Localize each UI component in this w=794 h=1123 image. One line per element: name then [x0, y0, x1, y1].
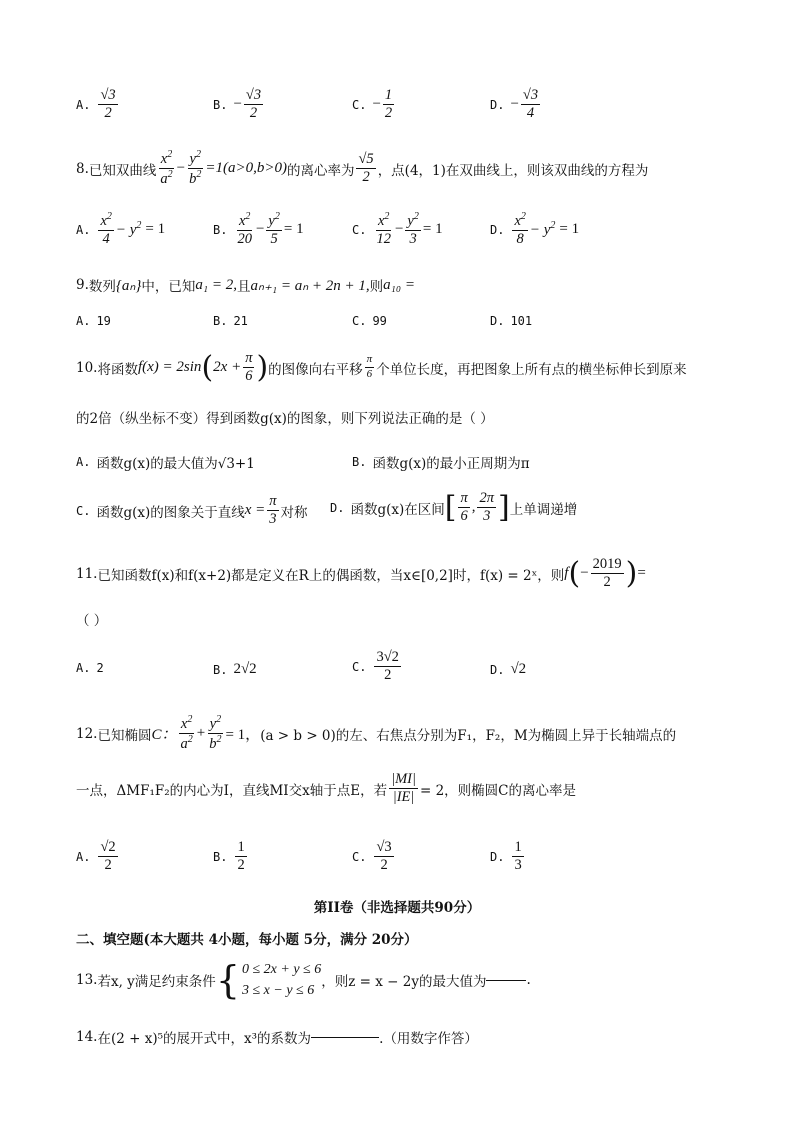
- minus-sign: −: [372, 96, 381, 113]
- q9-option-b[interactable]: [213, 314, 254, 328]
- q14-text: .（用数字作答）: [379, 1031, 478, 1047]
- q12-option-a[interactable]: [76, 840, 120, 873]
- q8-suffix: ，点(4，1)在双曲线上，则该双曲线的方程为: [377, 162, 649, 179]
- numerator: 1: [235, 840, 246, 857]
- q9-text: 中，已知: [141, 279, 196, 295]
- pi-over-3: $\frac{\pi}{3}$: [269, 493, 277, 528]
- q8-option-d[interactable]: D. $\frac{x^2}{8}$ − $y^2$ = 1: [490, 211, 580, 248]
- fraction: [374, 650, 400, 683]
- question-number: 8.: [76, 160, 89, 177]
- numerator: |MI|: [389, 772, 418, 789]
- q12-text: (a > b > 0)的左、右焦点分别为F₁，F₂，M为椭圆上异于长轴端点的: [260, 727, 677, 744]
- q8-stem: 8. 已知双曲线 $\frac{x^2}{a^2}$ − $\frac{y^2}{b^2}$ =1(a>0,b>0) 的离心率为 $\frac{√5}{2}$ ，点(4，1)在双曲线上，则该双曲线的方程为: [76, 149, 649, 187]
- option-label: A.: [76, 97, 91, 112]
- option-text: 函数g(x)的最大值为√3+1: [96, 456, 255, 472]
- equals-sign: =: [637, 565, 646, 581]
- option-label: A.: [76, 455, 91, 469]
- option-label: B.: [213, 849, 228, 864]
- option-label: A.: [76, 314, 91, 328]
- pi-over-6: $\frac{\pi}{6}$: [245, 349, 253, 384]
- q12-stem-line2: [76, 772, 576, 805]
- option-label: C.: [352, 659, 367, 674]
- q9-text: 且: [236, 279, 251, 295]
- q12-text: = 2，则椭圆C的离心率是: [419, 782, 577, 799]
- equation-tail: = 1: [422, 221, 443, 238]
- denominator: 20: [237, 231, 252, 248]
- fraction: $\frac{x^2}{4}$: [100, 211, 112, 248]
- numerator: 3√2: [374, 650, 400, 667]
- numerator: 1: [383, 88, 394, 105]
- question-number: 13.: [76, 972, 98, 988]
- answer-blank[interactable]: [486, 980, 526, 981]
- q10-text: 的图像向右平移: [268, 361, 363, 378]
- equation: x =: [244, 502, 266, 519]
- q7-option-d[interactable]: [490, 88, 542, 121]
- answer-blank[interactable]: [311, 1037, 379, 1038]
- option-label: B.: [352, 455, 367, 469]
- q8-option-a[interactable]: A. $\frac{x^2}{4}$ − $y^2$ = 1: [76, 211, 166, 248]
- option-label: B.: [213, 222, 228, 237]
- q9-text: 则: [369, 279, 384, 295]
- fraction: $\frac{x^2}{12}$: [376, 211, 391, 248]
- denominator: 6: [366, 368, 373, 380]
- q11-stem-line1: 11. 已知函数f(x)和f(x+2)都是定义在R上的偶函数，当x∈[0,2]时，f(x) = 2ˣ，则 f ( − $\frac{2019}{2}$ ) =: [76, 555, 646, 591]
- option-label: D.: [490, 222, 505, 237]
- option-value: 101: [510, 314, 533, 328]
- q11-option-b[interactable]: [213, 661, 257, 678]
- option-label: D.: [490, 849, 505, 864]
- ellipse-name: C：: [151, 727, 177, 744]
- pi-over-6: $\frac{\pi}{6}$: [460, 489, 468, 524]
- q7-option-c[interactable]: [352, 88, 396, 121]
- numerator: √5: [356, 152, 375, 169]
- option-label: A.: [76, 849, 91, 864]
- equation-tail: = 1: [283, 221, 304, 238]
- q10-option-d[interactable]: D. 函数g(x)在区间 [ $\frac{\pi}{6}$ , $\frac{2\pi}{3}$ ] 上单调递增: [330, 489, 578, 525]
- q8-option-b[interactable]: B. $\frac{x^2}{20}$ − $\frac{y^2}{5}$ = 1: [213, 211, 304, 248]
- fraction: [235, 840, 246, 873]
- fraction: $\frac{y^2}{3}$: [407, 211, 419, 248]
- denominator: 2: [384, 667, 392, 684]
- q9-text: 数列: [88, 279, 116, 295]
- eccentricity: [356, 152, 375, 185]
- numerator: 2019: [591, 557, 624, 574]
- recurrence: aₙ₊₁ = aₙ + 2n + 1,: [250, 277, 370, 294]
- fraction: [383, 88, 394, 121]
- option-label: A.: [76, 222, 91, 237]
- q7-option-a[interactable]: [76, 88, 120, 121]
- option-label: D.: [330, 500, 345, 515]
- numerator: √3: [244, 88, 263, 105]
- q12-stem-line1: 12. 已知椭圆 C： $\frac{x^2}{a^2}$ + $\frac{y^2}{b^2}$ = 1， (a > b > 0)的左、右焦点分别为F₁，F₂，M为椭圆上异于长轴端点的: [76, 714, 677, 752]
- denominator: 12: [376, 231, 391, 248]
- q13-text: .: [526, 972, 531, 988]
- option-label: B.: [213, 662, 228, 677]
- fraction: [512, 840, 523, 873]
- fraction: [98, 840, 117, 873]
- question-number: 11.: [76, 565, 98, 582]
- function-expr: f(x) = 2sin: [137, 359, 202, 375]
- q10-stem-line1: 10. 将函数 f(x) = 2sin ( 2x + $\frac{\pi}{6}$ ) 的图像向右平移 $\frac{\pi}{6}$ 个单位长度，再把图象上所有点的横坐标伸长到原来: [76, 349, 687, 385]
- numerator: √3: [98, 88, 117, 105]
- q11-stem-line2: （ ）: [76, 613, 108, 629]
- option-label: D.: [490, 662, 505, 677]
- q7-option-b[interactable]: [213, 88, 265, 121]
- q13-text: ，则z = x − 2y的最大值为: [321, 974, 487, 990]
- denominator: 8: [516, 231, 524, 248]
- option-text: 对称: [280, 504, 308, 521]
- option-label: C.: [352, 97, 367, 112]
- option-label: C.: [352, 314, 367, 328]
- option-value: 2√2: [233, 661, 257, 677]
- denominator: 2: [104, 857, 112, 874]
- option-label: C.: [76, 503, 91, 518]
- section-subtitle: 二、填空题(本大题共 4小题，每小题 5分，满分 20分）: [76, 932, 418, 948]
- equation-tail: = 1: [559, 221, 580, 238]
- q9-option-c[interactable]: [352, 314, 393, 328]
- equation-tail: = 1，: [225, 727, 261, 744]
- option-value: 19: [96, 314, 111, 328]
- numerator: √3: [374, 840, 393, 857]
- q9-stem: [76, 275, 415, 295]
- two-pi-over-3: $\frac{2\pi}{3}$: [479, 489, 494, 524]
- denominator: 4: [102, 231, 110, 248]
- sequence: {aₙ}: [115, 277, 142, 294]
- denominator: 2: [237, 857, 245, 874]
- constraint-system: { 0 ≤ 2x + y ≤ 6 3 ≤ x − y ≤ 6: [215, 958, 322, 1002]
- x2-over-a2: $\frac{x^2}{a^2}$: [180, 714, 193, 752]
- option-text: 函数g(x)的图象关于直线: [96, 504, 245, 521]
- q12-option-c[interactable]: [352, 840, 396, 873]
- fraction: [591, 557, 624, 590]
- section-title: 第II卷（非选择题共90分）: [313, 900, 481, 916]
- option-label: D.: [490, 314, 505, 328]
- constraint-1: 0 ≤ 2x + y ≤ 6: [242, 962, 322, 977]
- option-text: 上单调递增: [509, 501, 578, 518]
- question-number: 14.: [76, 1029, 98, 1045]
- option-value: √2: [510, 661, 527, 677]
- shift-fraction: $\frac{\pi}{6}$: [366, 353, 373, 380]
- equation-tail: = 1: [145, 221, 166, 238]
- fraction: $\frac{y^2}{5}$: [268, 211, 280, 248]
- denominator: 2: [249, 105, 258, 122]
- q12-option-b[interactable]: [213, 840, 249, 873]
- fraction: $\frac{x^2}{20}$: [237, 211, 252, 248]
- option-text: 函数g(x)的最小正周期为π: [372, 456, 530, 472]
- option-value: 99: [372, 314, 387, 328]
- q9-option-d[interactable]: [490, 314, 538, 328]
- fraction: $\frac{x^2}{8}$: [514, 211, 526, 248]
- numerator: √2: [98, 840, 117, 857]
- denominator: 2: [384, 105, 393, 122]
- q11-option-d[interactable]: [490, 661, 526, 678]
- minus-sign: −: [580, 565, 589, 581]
- numerator: √3: [521, 88, 540, 105]
- q8-prefix: 已知双曲线: [88, 162, 157, 179]
- minus-sign: −: [510, 96, 519, 113]
- minus-sign: −: [233, 96, 242, 113]
- y2-over-b2: $\frac{y^2}{b^2}$: [189, 149, 202, 187]
- option-label: C.: [352, 222, 367, 237]
- q10-text: 将函数: [97, 361, 138, 378]
- q10-stem-line2: 的2倍（纵坐标不变）得到函数g(x)的图象，则下列说法正确的是（ ）: [76, 411, 494, 427]
- argument: 2x +: [213, 359, 242, 375]
- q14-stem: [76, 1027, 478, 1047]
- q13-stem: [76, 958, 531, 1002]
- denominator: 3: [514, 857, 522, 874]
- q11-option-c[interactable]: [352, 650, 403, 683]
- constraint-2: 3 ≤ x − y ≤ 6: [242, 983, 315, 998]
- denominator: 2: [104, 105, 112, 122]
- q14-text: 在(2 + x)⁵的展开式中，x³的系数为: [97, 1031, 312, 1047]
- q10-option-b[interactable]: [352, 452, 530, 472]
- q13-text: 若x, y满足约束条件: [97, 974, 216, 990]
- q8-mid: 的离心率为: [286, 162, 355, 179]
- numerator: 1: [512, 840, 523, 857]
- q8-option-c[interactable]: C. $\frac{x^2}{12}$ − $\frac{y^2}{3}$ = 1: [352, 211, 443, 248]
- q9-option-a[interactable]: [76, 314, 117, 328]
- q10-option-a[interactable]: [76, 452, 255, 472]
- denominator: 3: [409, 231, 417, 248]
- option-value: 21: [233, 314, 248, 328]
- q12-text: 已知椭圆: [97, 727, 152, 744]
- option-label: B.: [213, 314, 228, 328]
- question-number: 12.: [76, 725, 98, 742]
- initial-condition: a₁ = 2,: [195, 276, 237, 293]
- q10-option-c[interactable]: [76, 494, 308, 527]
- q10-text: 个单位长度，再把图象上所有点的横坐标伸长到原来: [376, 361, 687, 378]
- option-label: D.: [490, 97, 505, 112]
- option-label: A.: [76, 661, 91, 675]
- option-text: 函数g(x)在区间: [350, 501, 445, 518]
- question-number: 10.: [76, 359, 98, 376]
- denominator: 2: [362, 169, 370, 186]
- ratio: [389, 772, 418, 805]
- fraction: [374, 840, 393, 873]
- fraction: [98, 88, 117, 121]
- denominator: 4: [526, 105, 535, 122]
- q11-text: 已知函数f(x)和f(x+2)都是定义在R上的偶函数，当x∈[0,2]时，f(x) = 2ˣ，则: [97, 567, 565, 584]
- option-value: 2: [96, 661, 104, 675]
- q11-option-a[interactable]: [76, 661, 110, 675]
- question-number: 9.: [76, 277, 89, 293]
- denominator: 5: [270, 231, 278, 248]
- q12-text: 一点，ΔMF₁F₂的内心为I，直线MI交x轴于点E，若: [76, 782, 388, 799]
- denominator: 2: [380, 857, 388, 874]
- q8-condition: =1(a>0,b>0): [205, 160, 287, 177]
- option-label: C.: [352, 849, 367, 864]
- function-symbol: f: [564, 565, 569, 581]
- fraction: [521, 88, 540, 121]
- target-term: a₁₀ =: [383, 276, 415, 293]
- denominator: 2: [603, 574, 611, 590]
- y2-over-b2: $\frac{y^2}{b^2}$: [209, 714, 222, 752]
- denominator: |IE|: [392, 789, 415, 806]
- option-label: B.: [213, 97, 228, 112]
- fraction: [244, 88, 263, 121]
- q12-option-d[interactable]: [490, 840, 526, 873]
- x2-over-a2: $\frac{x^2}{a^2}$: [160, 149, 173, 187]
